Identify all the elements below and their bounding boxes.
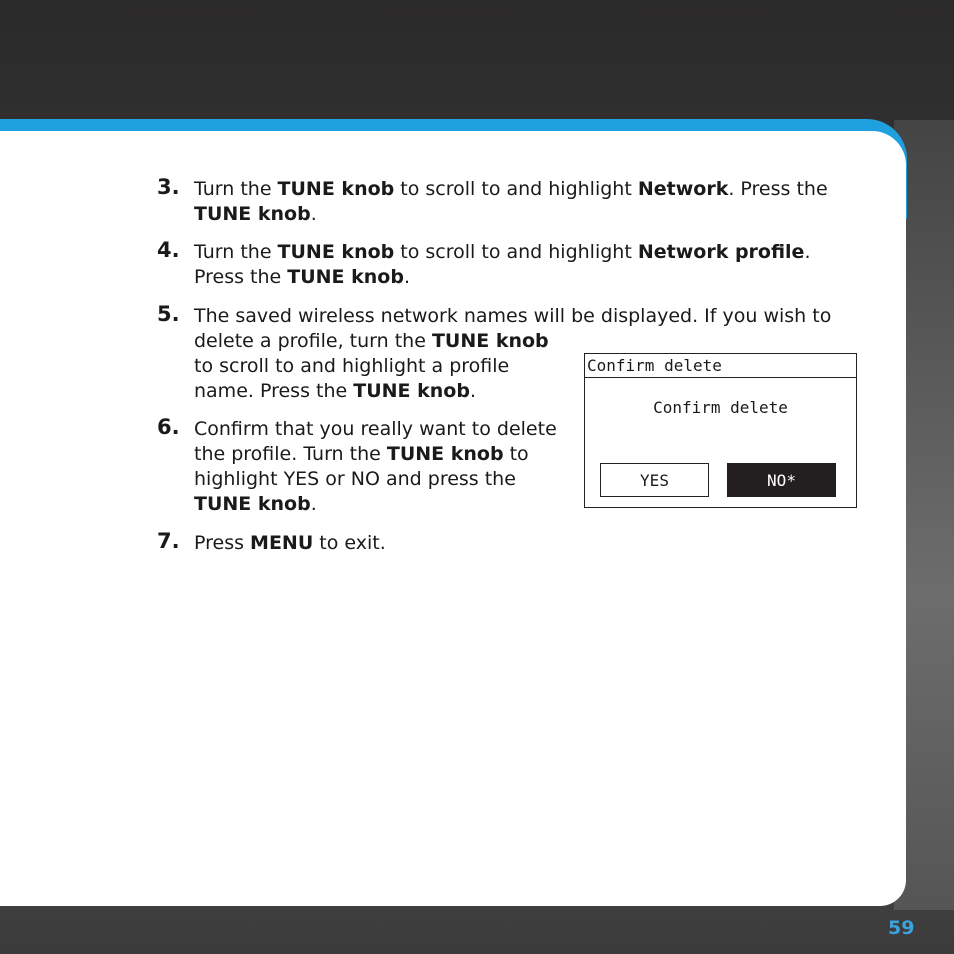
- text-run: to scroll to and highlight a profile: [194, 355, 510, 377]
- step-number: 6.: [157, 415, 180, 439]
- bold-term: Network profile: [637, 241, 805, 263]
- step-text: [194, 417, 557, 517]
- step-3: [157, 177, 828, 227]
- lcd-no-button: NO*: [727, 463, 836, 497]
- step-number: 5.: [157, 302, 180, 326]
- text-run: .: [469, 380, 476, 402]
- bold-term: Network: [637, 178, 729, 200]
- step-number: 7.: [157, 529, 180, 553]
- text-run: . Press the: [728, 178, 828, 200]
- text-run: to: [503, 443, 529, 465]
- text-run: .: [310, 203, 317, 225]
- text-run: Press the: [194, 266, 288, 288]
- bold-term: TUNE knob: [287, 266, 404, 288]
- text-run: Press: [194, 532, 251, 554]
- text-run: .: [403, 266, 411, 288]
- step-text: [194, 531, 386, 556]
- text-run: The saved wireless network names will be displayed. If you wish to: [194, 305, 832, 327]
- bold-term: TUNE knob: [386, 443, 504, 465]
- lcd-message: Confirm delete: [653, 398, 788, 417]
- page-number: 59: [888, 917, 915, 939]
- text-run: to scroll to and highlight: [394, 241, 638, 263]
- bold-term: TUNE knob: [277, 178, 395, 200]
- bold-term: TUNE knob: [194, 203, 311, 225]
- lcd-yes-button: YES: [600, 463, 709, 497]
- step-number: 4.: [157, 238, 180, 262]
- text-run: to scroll to and highlight: [394, 178, 638, 200]
- bold-term: TUNE knob: [277, 241, 395, 263]
- step-text: [194, 177, 828, 227]
- lcd-title: Confirm delete: [585, 354, 856, 378]
- step-text: [194, 240, 811, 290]
- text-run: delete a profile, turn the: [194, 330, 432, 352]
- text-run: highlight YES or NO and press the: [194, 468, 516, 490]
- text-run: Turn the: [194, 178, 278, 200]
- step-number: 3.: [157, 175, 180, 199]
- bold-term: MENU: [250, 532, 314, 554]
- bold-term: TUNE knob: [431, 330, 549, 352]
- text-run: Turn the: [194, 241, 278, 263]
- text-run: the profile. Turn the: [194, 443, 387, 465]
- text-run: .: [804, 241, 811, 263]
- text-run: .: [310, 493, 317, 515]
- lcd-screen-illustration: [584, 353, 857, 508]
- text-run: Confirm that you really want to delete: [194, 418, 557, 440]
- step-6: [157, 417, 557, 517]
- step-7: [157, 531, 386, 556]
- bold-term: TUNE knob: [353, 380, 470, 402]
- step-4: [157, 240, 811, 290]
- text-run: to exit.: [313, 532, 386, 554]
- bold-term: TUNE knob: [194, 493, 311, 515]
- text-run: name. Press the: [194, 380, 354, 402]
